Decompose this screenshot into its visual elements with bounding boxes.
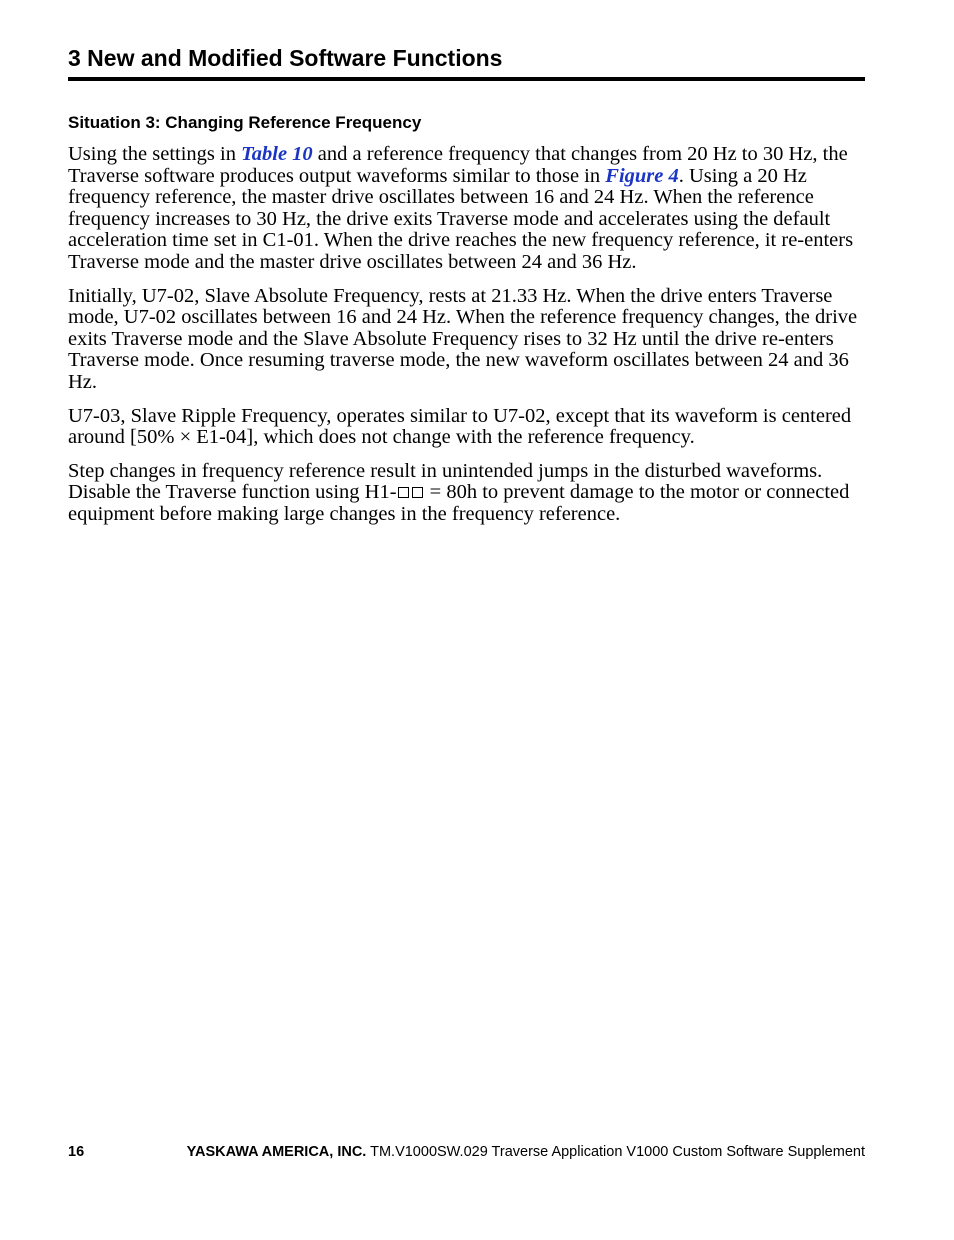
footer-company: YASKAWA AMERICA, INC.: [186, 1144, 367, 1160]
paragraph-3: U7-03, Slave Ripple Frequency, operates similar to U7-02, except that its waveform is centered around [50% × E1-04], which does not change with the reference frequency.: [68, 404, 852, 449]
paragraph-4-text-b: = 80h to prevent damage to the motor or connected equipment before making large changes in the frequency reference.: [68, 481, 850, 525]
footer-document-info: [187, 1143, 865, 1161]
table-10-link[interactable]: Table 10: [241, 143, 313, 165]
paragraph-1-text-b: and a reference frequency that changes from 20 Hz to 30 Hz, the Traverse software produces output waveforms similar to those in: [68, 143, 848, 187]
paragraph-4: [68, 461, 868, 526]
page-footer: [68, 1143, 865, 1161]
paragraph-2: Initially, U7-02, Slave Absolute Frequency, rests at 21.33 Hz. When the drive enters Traverse mode, U7-02 oscillates between 16 and 24 Hz. When the reference frequency changes, the drive exits Traverse mode and the Slave Absolute Frequency rises to 32 Hz until the drive re-enters Traverse mode. Once resuming traverse mode, the new waveform oscillates between 24 and 36 Hz.: [68, 284, 858, 393]
subsection-title: Situation 3: Changing Reference Frequency: [68, 113, 422, 132]
section-header: [68, 44, 865, 81]
paragraph-4-text-a: Step changes in frequency reference result in unintended jumps in the disturbed waveforms. Disable the Traverse function using H1-: [68, 459, 823, 504]
placeholder-box-icon: [398, 487, 409, 498]
body-text: [68, 144, 868, 538]
figure-4-link[interactable]: Figure 4: [605, 164, 679, 187]
page-number: 16: [68, 1144, 85, 1160]
placeholder-box-icon: [412, 487, 423, 498]
paragraph-1: [68, 144, 868, 274]
footer-doc-title: TM.V1000SW.029 Traverse Application V1000 Custom Software Supplement: [366, 1144, 865, 1160]
paragraph-1-text-c: . Using a 20 Hz frequency reference, the master drive oscillates between 16 and 24 Hz. When the reference frequency increases to 30 Hz, the drive exits Traverse mode and accelerates using the default acceleration time set in C1-01. When the drive reaches the new frequency reference, it re-enters Traverse mode and the master drive oscillates between 24 and 36 Hz.: [68, 164, 854, 273]
paragraph-1-text-a: Using the settings in: [68, 143, 242, 165]
section-title: 3 New and Modified Software Functions: [68, 45, 503, 71]
